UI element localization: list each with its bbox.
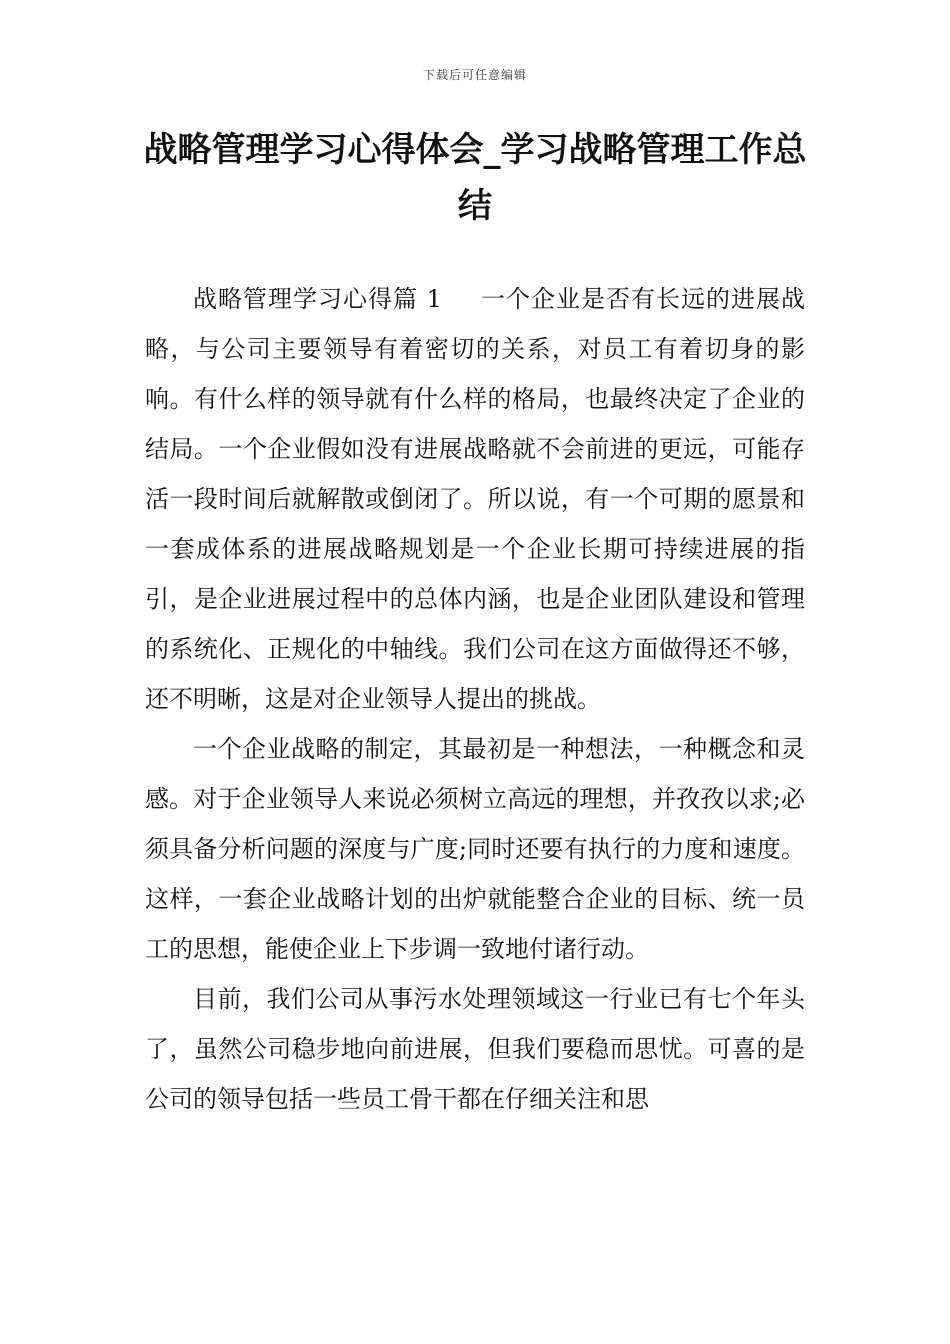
paragraph-3: 目前，我们公司从事污水处理领域这一行业已有七个年头了，虽然公司稳步地向前进展，但我们要稳而思忧。可喜的是公司的领导包括一些员工骨干都在仔细关注和思	[145, 985, 805, 1113]
document-title: 战略管理学习心得体会_学习战略管理工作总结	[143, 130, 807, 226]
paragraph-1-text: 一个企业是否有长远的进展战略，与公司主要领导有着密切的关系，对员工有着切身的影响。有什么样的领导就有什么样的格局，也最终决定了企业的结局。一个企业假如没有进展战略就不会前进的更远，可能存活一段时间后就解散或倒闭了。所以说，有一个可期的愿景和一套成体系的进展战略规划是一个企业长期可持续进展的指引，是企业进展过程中的总体内涵，也是企业团队建设和管理的系统化、正规化的中轴线。我们公司在这方面做得还不够，还不明晰，这是对企业领导人提出的挑战。	[145, 285, 806, 713]
paragraph-1	[145, 274, 805, 724]
paragraph-2: 一个企业战略的制定，其最初是一种想法，一种概念和灵感。对于企业领导人来说必须树立高远的理想，并孜孜以求;必须具备分析问题的深度与广度;同时还要有执行的力度和速度。这样，一套企业战略计划的出炉就能整合企业的目标、统一员工的思想，能使企业上下步调一致地付诸行动。	[145, 735, 805, 963]
document-body	[145, 274, 805, 1124]
section-label: 战略管理学习心得篇 1	[193, 285, 442, 313]
header-note: 下载后可任意编辑	[422, 68, 527, 82]
